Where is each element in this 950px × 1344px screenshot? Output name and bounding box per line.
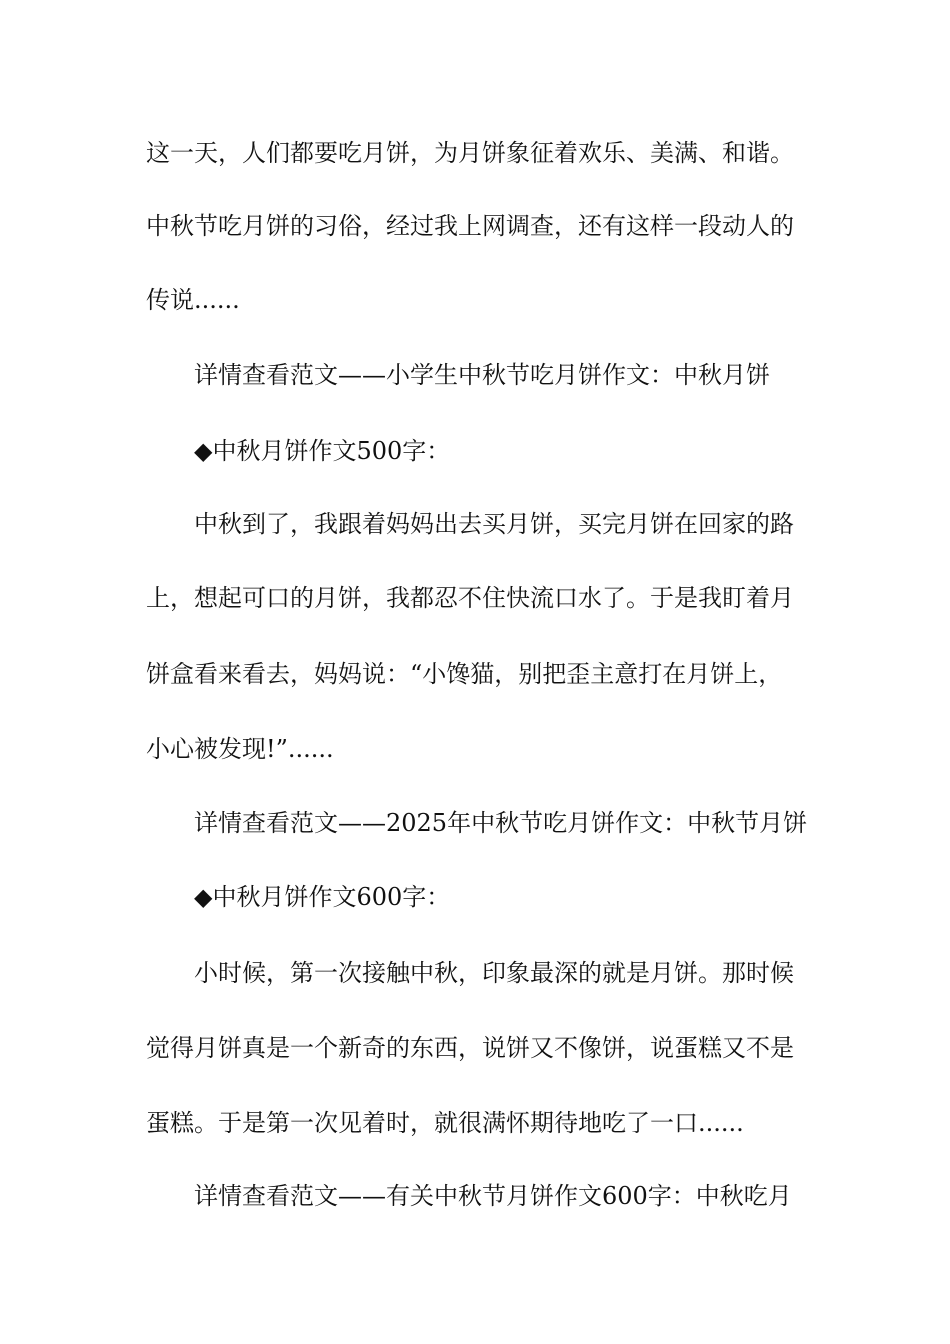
paragraph-line: 觉得月饼真是一个新奇的东西，说饼又不像饼，说蛋糕又不是: [146, 1034, 794, 1062]
paragraph-line: 小时候，第一次接触中秋，印象最深的就是月饼。那时候: [194, 959, 794, 987]
paragraph-line: 这一天，人们都要吃月饼，为月饼象征着欢乐、美满、和谐。: [146, 139, 794, 167]
paragraph-line: 传说......: [146, 286, 240, 314]
section-heading: ◆中秋月饼作文600字：: [194, 883, 451, 911]
section-heading: ◆中秋月饼作文500字：: [194, 437, 451, 465]
reference-line: 详情查看范文——有关中秋节月饼作文600字：中秋吃月: [194, 1182, 792, 1210]
reference-line: 详情查看范文——小学生中秋节吃月饼作文：中秋月饼: [194, 361, 770, 389]
paragraph-line: 中秋到了，我跟着妈妈出去买月饼，买完月饼在回家的路: [194, 510, 794, 538]
paragraph-line: 小心被发现!”......: [146, 735, 334, 763]
paragraph-line: 中秋节吃月饼的习俗，经过我上网调查，还有这样一段动人的: [146, 212, 794, 240]
paragraph-line: 蛋糕。于是第一次见着时，就很满怀期待地吃了一口......: [146, 1109, 744, 1137]
paragraph-line: 上，想起可口的月饼，我都忍不住快流口水了。于是我盯着月: [146, 584, 794, 612]
paragraph-line: 饼盒看来看去，妈妈说：“小馋猫，别把歪主意打在月饼上，: [146, 660, 783, 688]
reference-line: 详情查看范文——2025年中秋节吃月饼作文：中秋节月饼: [194, 809, 808, 837]
